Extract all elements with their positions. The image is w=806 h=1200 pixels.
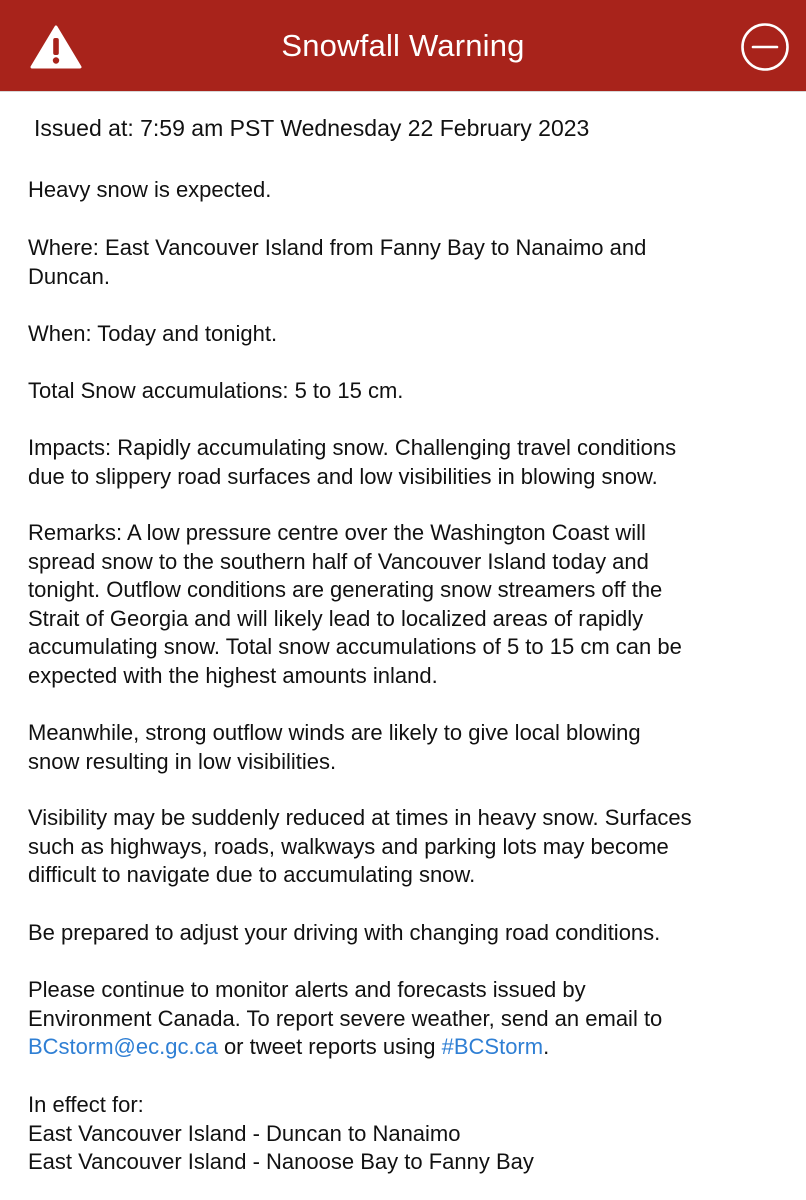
- alert-impacts: Impacts: Rapidly accumulating snow. Challenging travel conditions due to slippery road surfaces and low visibilities in blowing snow.: [28, 435, 677, 489]
- email-link[interactable]: BCstorm@ec.gc.ca: [28, 1034, 218, 1059]
- alert-contact: Please continue to monitor alerts and forecasts issued by Environment Canada. To report severe weather, send an email to BCstorm@ec.gc.ca or tweet reports using #BCStorm.: [28, 977, 663, 1059]
- region-item: East Vancouver Island - Nanoose Bay to Fanny Bay: [28, 1149, 534, 1174]
- regions-heading: In effect for:: [28, 1092, 144, 1117]
- region-item: East Vancouver Island - Duncan to Nanaimo: [28, 1120, 461, 1146]
- alert-title: Snowfall Warning: [281, 28, 525, 63]
- alert-where: Where: East Vancouver Island from Fanny Bay to Nanaimo and Duncan.: [28, 235, 647, 289]
- hashtag-link[interactable]: #BCStorm: [441, 1034, 544, 1059]
- alert-when: When: Today and tonight.: [28, 321, 278, 346]
- alert-summary: Heavy snow is expected.: [28, 177, 272, 202]
- alert-regions: [28, 1091, 788, 1177]
- alert-header: [0, 0, 806, 92]
- issued-timestamp: Issued at: 7:59 am PST Wednesday 22 February 2023: [34, 115, 590, 141]
- alert-meanwhile: Meanwhile, strong outflow winds are likely to give local blowing snow resulting in low visibilities.: [28, 720, 641, 774]
- alert-driving: Be prepared to adjust your driving with changing road conditions.: [28, 920, 661, 945]
- alert-accumulation: Total Snow accumulations: 5 to 15 cm.: [28, 378, 404, 403]
- minus-circle-icon[interactable]: [740, 22, 790, 72]
- alert-visibility: Visibility may be suddenly reduced at times in heavy snow. Surfaces such as highways, roads, walkways and parking lots may become difficult to navigate due to accumulating snow.: [28, 805, 692, 887]
- alert-remarks: Remarks: A low pressure centre over the Washington Coast will spread snow to the southern half of Vancouver Island today and tonight. Outflow conditions are generating snow streamers off the Strait of Georgia and will likely lead to localized areas of rapidly accumulating snow. Total snow accumulations of 5 to 15 cm can be expected with the highest amounts inland.: [28, 520, 682, 688]
